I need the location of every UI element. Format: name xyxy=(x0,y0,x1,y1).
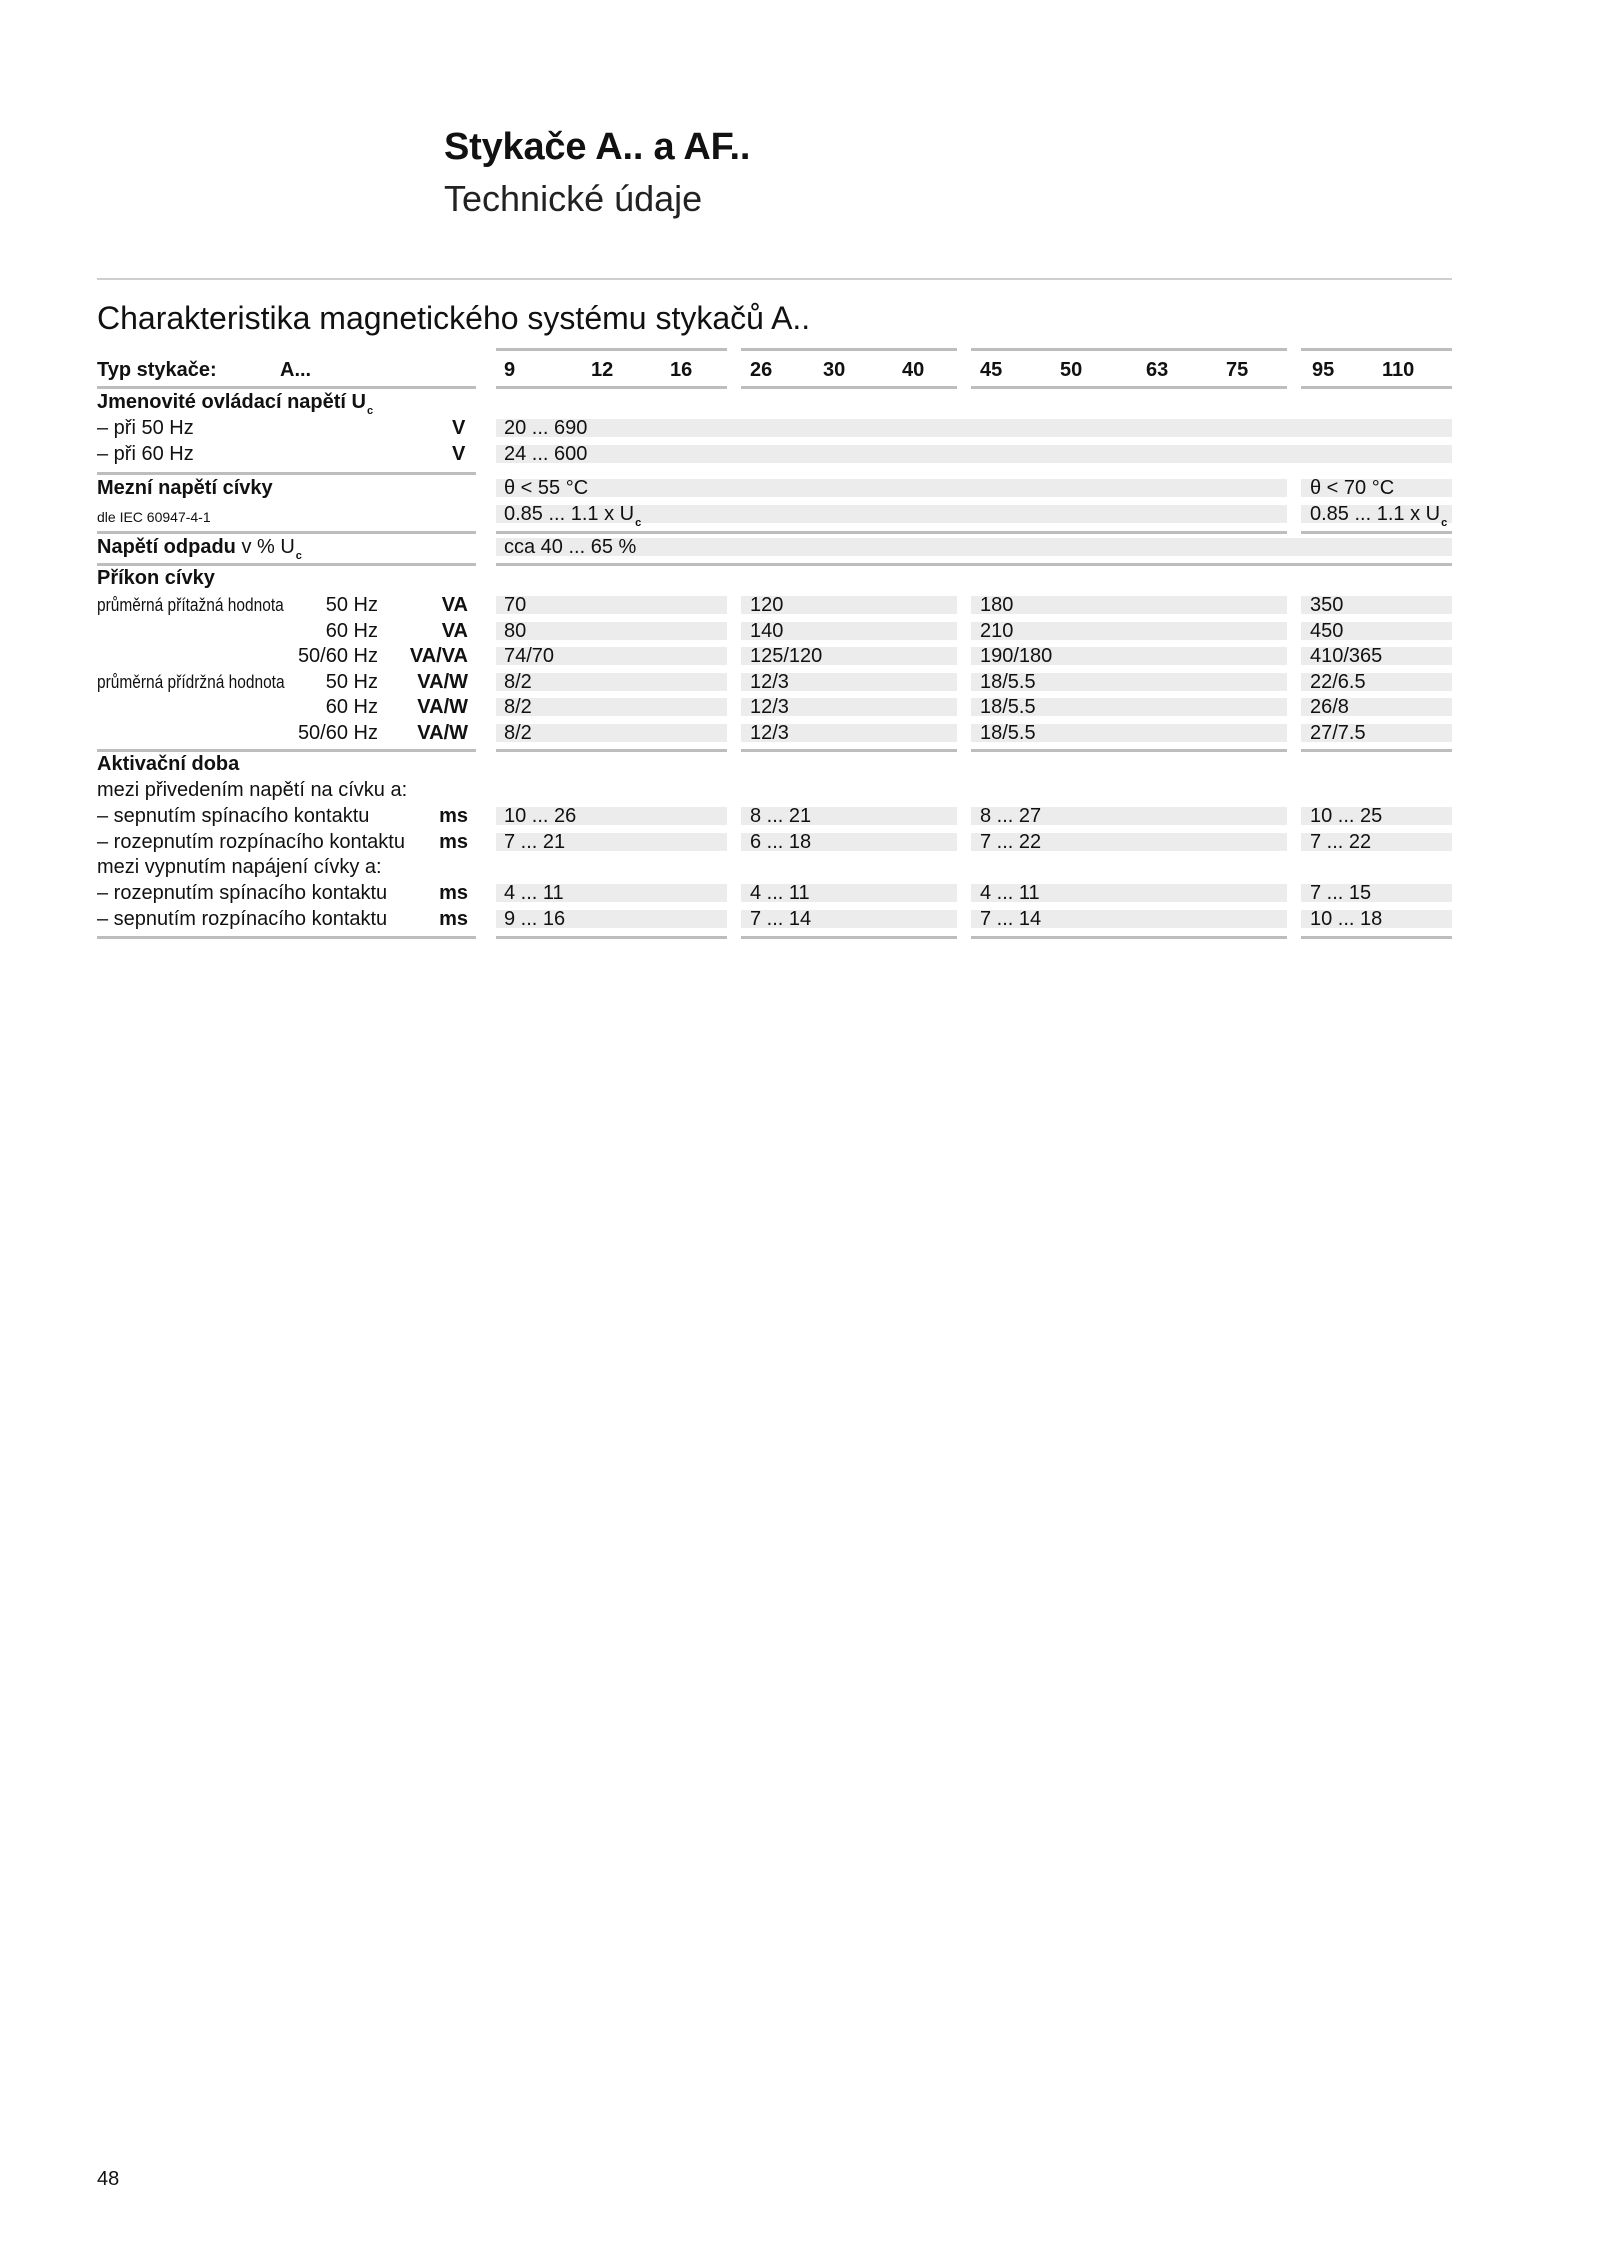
section-title: Charakteristika magnetického systému stykačů A.. xyxy=(97,300,811,336)
table-rule xyxy=(741,749,957,752)
row-shade xyxy=(496,479,1287,497)
page-number: 48 xyxy=(97,2168,120,2190)
type-header: 50 xyxy=(1060,359,1083,381)
unit-label: V xyxy=(452,417,466,439)
row-shade xyxy=(496,596,727,614)
table-rule xyxy=(496,348,727,351)
freq-label: 50/60 Hz xyxy=(297,645,378,667)
cell-value: 0.85 ... 1.1 x $U_c$ xyxy=(1310,503,1448,529)
table-rule xyxy=(97,472,476,475)
limit-voltage-label: Mezní napětí cívky xyxy=(97,477,273,499)
cell-value: 70 xyxy=(504,594,527,616)
cell-value: 24 ... 600 xyxy=(504,443,588,465)
unit-label: VA xyxy=(441,620,468,642)
cell-value: 18/5.5 xyxy=(980,722,1036,744)
type-header: 63 xyxy=(1146,359,1169,381)
row-shade xyxy=(971,622,1287,640)
cell-value: 140 xyxy=(750,620,784,642)
cell-value: 74/70 xyxy=(504,645,555,667)
cell-value: 450 xyxy=(1310,620,1344,642)
table-rule xyxy=(496,386,727,389)
page-title: Stykače A.. a AF.. xyxy=(444,126,751,168)
cell-value: 0.85 ... 1.1 x $U_c$ xyxy=(504,503,642,529)
cell-value: 410/365 xyxy=(1310,645,1383,667)
cell-value: cca 40 ... 65 % xyxy=(504,536,637,558)
table-rule xyxy=(1301,936,1452,939)
table-rule xyxy=(97,386,476,389)
cell-value: 7 ... 14 xyxy=(980,908,1042,930)
cell-value: 8/2 xyxy=(504,696,532,718)
table-rule xyxy=(97,936,476,939)
cell-value: 27/7.5 xyxy=(1310,722,1366,744)
type-header: 26 xyxy=(750,359,773,381)
cell-value: 10 ... 18 xyxy=(1310,908,1383,930)
cell-value: 8/2 xyxy=(504,722,532,744)
type-header: 45 xyxy=(980,359,1003,381)
type-header: 75 xyxy=(1226,359,1249,381)
type-header: 95 xyxy=(1312,359,1335,381)
cell-value: 8 ... 27 xyxy=(980,805,1042,827)
freq-label: 50 Hz xyxy=(325,671,378,693)
cell-value: 7 ... 22 xyxy=(1310,831,1372,853)
row-label: – rozepnutím rozpínacího kontaktu xyxy=(97,831,405,853)
cell-value: 10 ... 25 xyxy=(1310,805,1383,827)
table-rule xyxy=(741,348,957,351)
cell-value: 190/180 xyxy=(980,645,1053,667)
table-rule xyxy=(971,348,1287,351)
cell-value: 12/3 xyxy=(750,722,789,744)
type-header: 12 xyxy=(591,359,614,381)
activation-label: Aktivační doba xyxy=(97,753,240,775)
cell-value: 4 ... 11 xyxy=(980,882,1040,904)
pull-in-label: průměrná přítažná hodnota xyxy=(97,595,284,615)
activation-on-label: mezi přivedením napětí na cívku a: xyxy=(97,779,408,801)
table-rule xyxy=(741,936,957,939)
unit-label: ms xyxy=(439,882,468,904)
type-header: 16 xyxy=(670,359,693,381)
cell-value: 350 xyxy=(1310,594,1344,616)
standard-note: dle IEC 60947-4-1 xyxy=(97,509,211,525)
cell-value: 4 ... 11 xyxy=(750,882,810,904)
row-label: – sepnutím rozpínacího kontaktu xyxy=(97,908,388,930)
type-header: 30 xyxy=(823,359,846,381)
unit-label: VA/W xyxy=(417,696,468,718)
cell-value: θ < 55 °C xyxy=(504,477,589,499)
freq-label: 60 Hz xyxy=(325,620,378,642)
row-label: – sepnutím spínacího kontaktu xyxy=(97,805,370,827)
cell-value: 4 ... 11 xyxy=(504,882,564,904)
row-label: – při 50 Hz xyxy=(97,417,194,439)
unit-label: V xyxy=(452,443,466,465)
freq-label: 60 Hz xyxy=(325,696,378,718)
cell-value: 7 ... 14 xyxy=(750,908,812,930)
row-shade xyxy=(496,419,1452,437)
cell-value: 18/5.5 xyxy=(980,696,1036,718)
table-rule xyxy=(741,386,957,389)
table-rule xyxy=(971,749,1287,752)
cell-value: 125/120 xyxy=(750,645,823,667)
type-header: 9 xyxy=(504,359,516,381)
table-rule xyxy=(496,749,727,752)
page-subtitle: Technické údaje xyxy=(444,178,703,219)
rated-voltage-label: Jmenovité ovládací napětí $U_c$ xyxy=(97,391,374,417)
unit-label: ms xyxy=(439,831,468,853)
unit-label: VA xyxy=(441,594,468,616)
row-shade xyxy=(496,538,1452,556)
cell-value: 20 ... 690 xyxy=(504,417,588,439)
cell-value: 8/2 xyxy=(504,671,532,693)
table-rule xyxy=(496,531,1287,534)
type-label: Typ stykače: xyxy=(97,359,217,381)
table-rule xyxy=(971,936,1287,939)
table-rule xyxy=(1301,348,1452,351)
type-header: 40 xyxy=(902,359,925,381)
header-divider xyxy=(97,278,1452,280)
table-rule xyxy=(1301,749,1452,752)
cell-value: θ < 70 °C xyxy=(1310,477,1395,499)
cell-value: 7 ... 22 xyxy=(980,831,1042,853)
freq-label: 50/60 Hz xyxy=(297,722,378,744)
row-shade xyxy=(971,596,1287,614)
cell-value: 7 ... 21 xyxy=(504,831,566,853)
row-label: – při 60 Hz xyxy=(97,443,194,465)
cell-value: 8 ... 21 xyxy=(750,805,812,827)
type-header: 110 xyxy=(1382,359,1415,381)
unit-label: VA/W xyxy=(417,722,468,744)
cell-value: 7 ... 15 xyxy=(1310,882,1372,904)
unit-label: VA/W xyxy=(417,671,468,693)
coil-power-label: Příkon cívky xyxy=(97,567,215,589)
cell-value: 80 xyxy=(504,620,527,642)
cell-value: 12/3 xyxy=(750,696,789,718)
table-rule xyxy=(971,386,1287,389)
table-rule xyxy=(496,936,727,939)
row-label: – rozepnutím spínacího kontaktu xyxy=(97,882,388,904)
type-prefix: A... xyxy=(280,359,312,381)
cell-value: 120 xyxy=(750,594,784,616)
freq-label: 50 Hz xyxy=(325,594,378,616)
row-shade xyxy=(496,622,727,640)
unit-label: ms xyxy=(439,805,468,827)
cell-value: 22/6.5 xyxy=(1310,671,1366,693)
table-rule xyxy=(496,563,1452,566)
cell-value: 26/8 xyxy=(1310,696,1349,718)
cell-value: 6 ... 18 xyxy=(750,831,812,853)
cell-value: 12/3 xyxy=(750,671,789,693)
activation-off-label: mezi vypnutím napájení cívky a: xyxy=(97,856,382,878)
table-rule xyxy=(97,531,476,534)
hold-label: průměrná přídržná hodnota xyxy=(97,672,285,692)
dropout-label: Napětí odpadu v % $U_c$ xyxy=(97,536,302,562)
cell-value: 9 ... 16 xyxy=(504,908,566,930)
row-shade xyxy=(496,445,1452,463)
table-rule xyxy=(1301,531,1452,534)
unit-label: ms xyxy=(439,908,468,930)
unit-label: VA/VA xyxy=(409,645,468,667)
cell-value: 18/5.5 xyxy=(980,671,1036,693)
cell-value: 210 xyxy=(980,620,1014,642)
cell-value: 180 xyxy=(980,594,1014,616)
cell-value: 10 ... 26 xyxy=(504,805,577,827)
table-rule xyxy=(1301,386,1452,389)
